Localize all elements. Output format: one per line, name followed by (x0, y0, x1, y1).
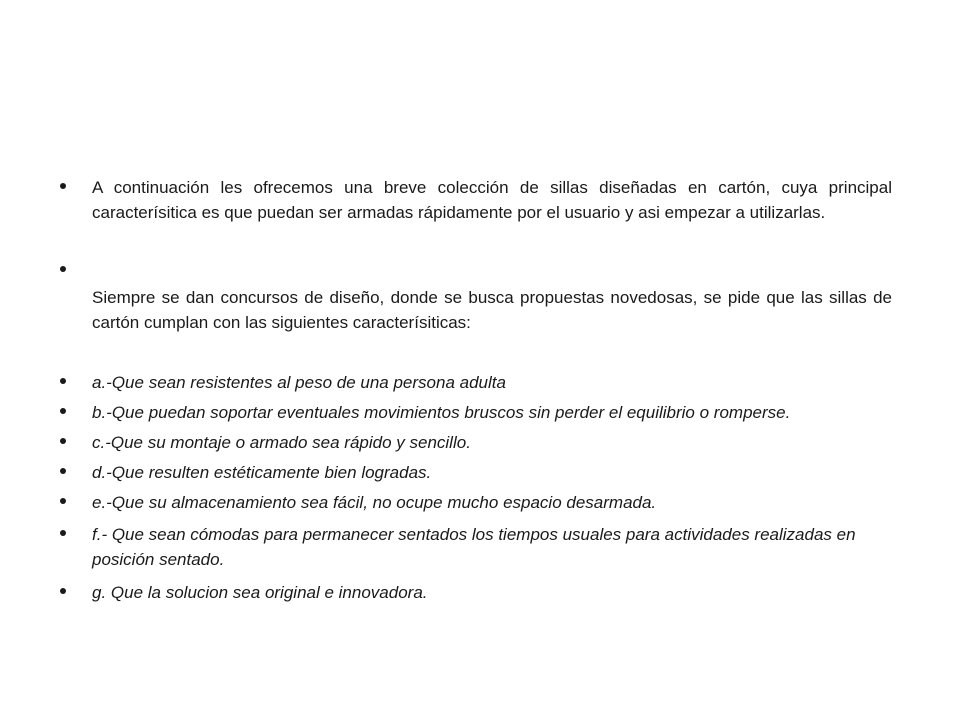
bullet-dot-icon (60, 530, 66, 536)
bullet-dot-icon (60, 438, 66, 444)
bullet-dot-icon (60, 468, 66, 474)
bullet-dot-icon (60, 588, 66, 594)
bullet-dot-icon (60, 378, 66, 384)
bullet-text: b.-Que puedan soportar eventuales movimientos bruscos sin perder el equilibrio o romperse. (92, 403, 791, 422)
bullet-dot-icon (60, 183, 66, 189)
bullet-text: A continuación les ofrecemos una breve colección de sillas diseñadas en cartón, cuya principal caracterísitica es que puedan ser armadas rápidamente por el usuario y asi empezar a utilizarlas. (92, 178, 892, 222)
bullet-dot-icon (60, 408, 66, 414)
bullet-text: e.-Que su almacenamiento sea fácil, no ocupe mucho espacio desarmada. (92, 493, 657, 512)
bullet-text: g. Que la solucion sea original e innovadora. (92, 583, 428, 602)
bullet-text: Siempre se dan concursos de diseño, donde se busca propuestas novedosas, se pide que las sillas de cartón cumplan con las siguientes caracterísiticas: (92, 288, 892, 332)
bullet-text: c.-Que su montaje o armado sea rápido y sencillo. (92, 433, 471, 452)
bullet-text: f.- Que sean cómodas para permanecer sentados los tiempos usuales para actividades realizadas en posición sentado. (92, 525, 856, 569)
bullet-text: d.-Que resulten estéticamente bien logradas. (92, 463, 432, 482)
bullet-text: a.-Que sean resistentes al peso de una persona adulta (92, 373, 506, 392)
bullet-dot-icon (60, 266, 66, 272)
bullet-dot-icon (60, 498, 66, 504)
